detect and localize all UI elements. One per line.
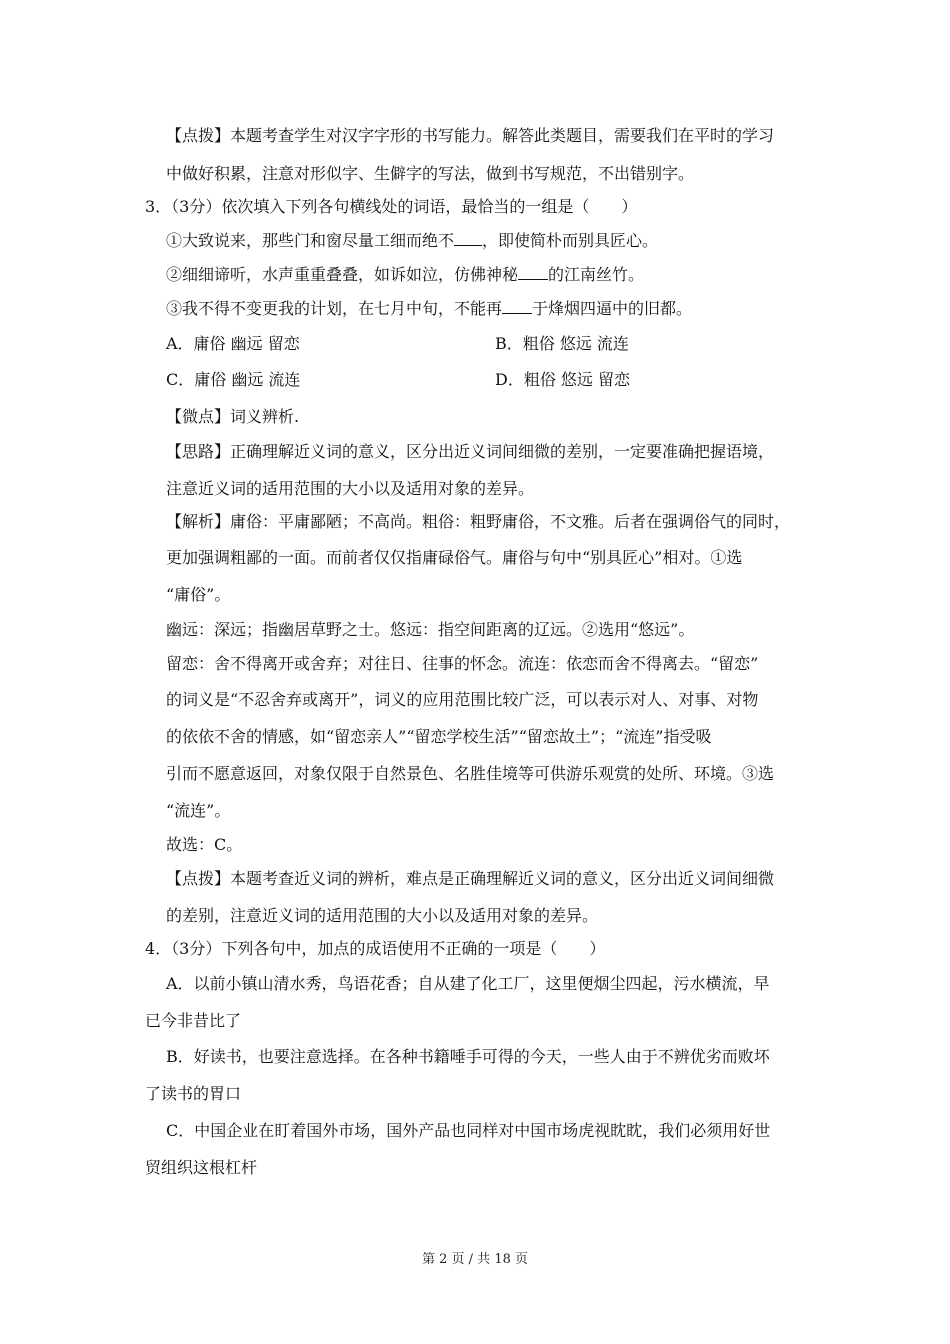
q3-tip-line-2: 的差别，注意近义词的适用范围的大小以及适用对象的差异。: [166, 906, 599, 925]
fill-blank-1: [454, 231, 482, 246]
q3-sentence-2-end: 的江南丝竹。: [548, 265, 645, 284]
q3-analysis-line-3: “庸俗”。: [166, 585, 231, 604]
q4-option-a-line-1: A．以前小镇山清水秀，鸟语花香；自从建了化工厂，这里便烟尘四起，污水横流，早: [166, 974, 770, 993]
q4-option-b-line-2: 了读书的胃口: [145, 1084, 242, 1103]
q3-stem: 3．（3分）依次填入下列各句横线处的词语，最恰当的一组是（ ）: [145, 197, 638, 216]
fill-blank-2: [518, 265, 548, 280]
fill-blank-3: [502, 299, 532, 314]
q3-answer: 故选：C。: [166, 835, 243, 854]
q4-option-c-line-1: C．中国企业在盯着国外市场，国外产品也同样对中国市场虎视眈眈，我们必须用好世: [166, 1121, 771, 1140]
q4-stem: 4．（3分）下列各句中，加点的成语使用不正确的一项是（ ）: [145, 939, 606, 958]
q3-analysis-line-9: “流连”。: [166, 801, 231, 820]
q3-analysis-line-4: 幽远：深远；指幽居草野之士。悠远：指空间距离的辽远。②选用“悠远”。: [166, 620, 695, 639]
q2-tip-line-2: 中做好积累，注意对形似字、生僻字的写法，做到书写规范，不出错别字。: [166, 164, 695, 183]
q3-analysis-line-8: 引而不愿意返回，对象仅限于自然景色、名胜佳境等可供游乐观赏的处所、环境。③选: [166, 764, 775, 783]
q3-option-a: A．庸俗 幽远 留恋: [166, 334, 300, 353]
q4-option-a-line-2: 已今非昔比了: [145, 1011, 242, 1030]
q3-option-b: B．粗俗 悠远 流连: [495, 334, 629, 353]
q3-sentence-2-start: ②细细谛听，水声重重叠叠，如诉如泣，仿佛神秘: [166, 265, 519, 284]
q3-idea-line-2: 注意近义词的适用范围的大小以及适用对象的差异。: [166, 479, 535, 498]
q3-sentence-3-end: 于烽烟四逼中的旧都。: [532, 299, 693, 318]
q2-tip-line-1: 【点拨】本题考查学生对汉字字形的书写能力。解答此类题目，需要我们在平时的学习: [166, 126, 775, 145]
q3-sentence-1-end: ，即使简朴而别具匠心。: [482, 231, 659, 250]
q3-analysis-line-1: 【解析】庸俗：平庸鄙陋；不高尚。粗俗：粗野庸俗，不文雅。后者在强调俗气的同时，: [166, 512, 791, 531]
q3-analysis-line-7: 的依依不舍的情感，如“留恋亲人”“留恋学校生活”“留恋故土”；“流连”指受吸: [166, 727, 712, 746]
q3-analysis-line-5: 留恋：舍不得离开或舍弃；对往日、往事的怀念。流连：依恋而舍不得离去。“留恋”: [166, 654, 759, 673]
page-footer: 第 2 页 / 共 18 页: [422, 1252, 528, 1267]
q4-option-c-line-2: 贸组织这根杠杆: [145, 1158, 258, 1177]
q3-sentence-3: [166, 299, 692, 319]
q3-tip-line-1: 【点拨】本题考查近义词的辨析，难点是正确理解近义词的意义，区分出近义词间细微: [166, 869, 775, 888]
q3-option-c: C．庸俗 幽远 流连: [166, 370, 301, 389]
q4-option-b-line-1: B．好读书，也要注意选择。在各种书籍唾手可得的今天，一些人由于不辨优劣而败坏: [166, 1047, 770, 1066]
q3-sentence-2: [166, 265, 644, 285]
q3-analysis-line-6: 的词义是“不忍舍弃或离开”，词义的应用范围比较广泛，可以表示对人、对事、对物: [166, 690, 759, 709]
q3-sentence-3-start: ③我不得不变更我的计划，在七月中旬，不能再: [166, 299, 503, 318]
q3-idea-line-1: 【思路】正确理解近义词的意义，区分出近义词间细微的差别，一定要准确把握语境，: [166, 442, 775, 461]
q3-analysis-line-2: 更加强调粗鄙的一面。而前者仅仅指庸碌俗气。庸俗与句中“别具匠心”相对。①选: [166, 548, 743, 567]
q3-sentence-1: [166, 231, 658, 251]
q3-sentence-1-start: ①大致说来，那些门和窗尽量工细而绝不: [166, 231, 455, 250]
q3-option-d: D．粗俗 悠远 留恋: [495, 370, 631, 389]
q3-point: 【微点】词义辨析.: [166, 407, 300, 426]
